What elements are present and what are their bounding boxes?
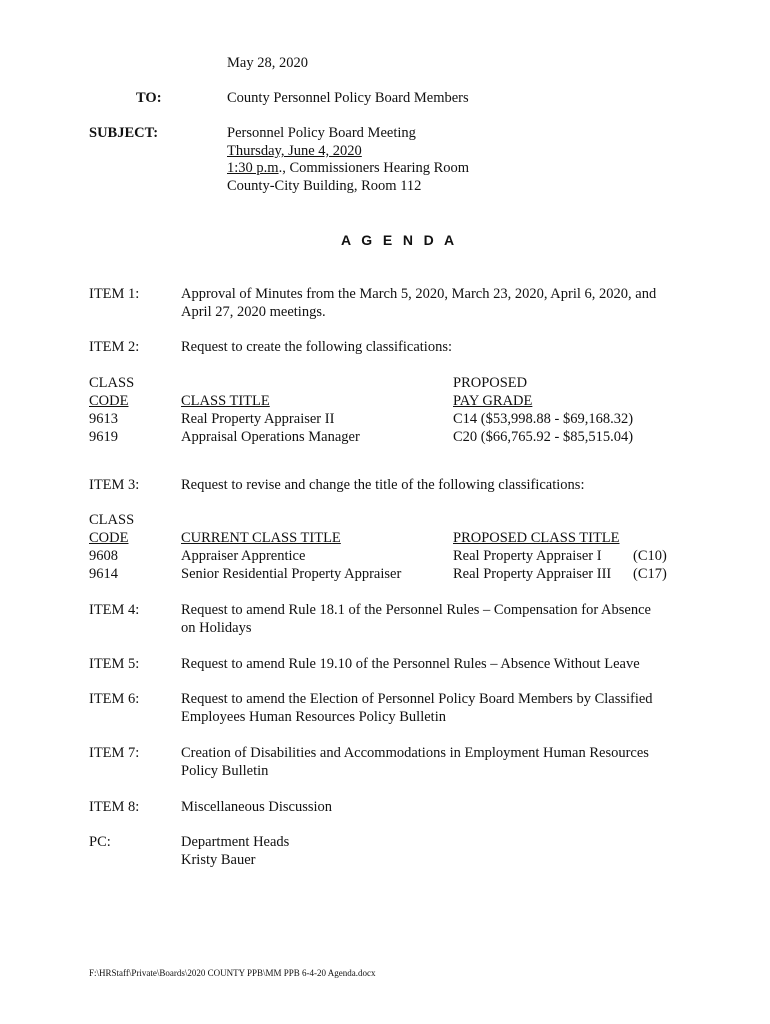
item-7-label: ITEM 7: xyxy=(89,745,140,761)
item-3-row-1-code: 9608 xyxy=(89,548,118,564)
item-1-text-line1: Approval of Minutes from the March 5, 2020, March 23, 2020, April 6, 2020, and xyxy=(181,286,657,302)
item-2-text: Request to create the following classifications: xyxy=(181,339,452,355)
item-3-row-1-grade: (C10) xyxy=(633,548,667,564)
item-2-row-1-code: 9613 xyxy=(89,411,118,427)
item-3-row-2-current: Senior Residential Property Appraiser xyxy=(181,566,402,582)
item-2-col-class-title: CLASS TITLE xyxy=(181,393,270,409)
to-label: TO: xyxy=(136,90,162,106)
item-6-text-line1: Request to amend the Election of Personnel Policy Board Members by Classified xyxy=(181,691,653,707)
item-5-label: ITEM 5: xyxy=(89,656,140,672)
item-2-row-2-code: 9619 xyxy=(89,429,118,445)
to-recipients: County Personnel Policy Board Members xyxy=(227,90,469,106)
subject-label: SUBJECT: xyxy=(89,125,159,141)
item-6-text-line2: Employees Human Resources Policy Bulletin xyxy=(181,709,446,725)
item-3-col-class: CLASS xyxy=(89,512,135,528)
footer-file-path: F:\HRStaff\Private\Boards\2020 COUNTY PPB\MM PPB 6-4-20 Agenda.docx xyxy=(89,968,376,978)
item-2-row-2-grade: C20 ($66,765.92 - $85,515.04) xyxy=(453,429,634,445)
pc-recipient-1: Department Heads xyxy=(181,834,290,850)
subject-meeting-time-location xyxy=(227,159,469,177)
item-3-col-current-title: CURRENT CLASS TITLE xyxy=(181,530,341,546)
item-5-text-line1: Request to amend Rule 19.10 of the Personnel Rules – Absence Without Leave xyxy=(181,656,640,672)
item-4-label: ITEM 4: xyxy=(89,602,140,618)
item-2-col-pay-grade: PAY GRADE xyxy=(453,393,533,409)
item-2-col-class: CLASS xyxy=(89,375,135,391)
item-3-row-2-code: 9614 xyxy=(89,566,118,582)
item-3-text: Request to revise and change the title of the following classifications: xyxy=(181,477,585,493)
item-3-row-1-proposed: Real Property Appraiser I xyxy=(453,548,602,564)
memo-date: May 28, 2020 xyxy=(227,55,308,71)
item-3-col-code: CODE xyxy=(89,530,129,546)
item-3-row-2-grade: (C17) xyxy=(633,566,667,582)
item-2-col-code: CODE xyxy=(89,393,129,409)
item-2-label: ITEM 2: xyxy=(89,339,140,355)
item-6-label: ITEM 6: xyxy=(89,691,140,707)
item-1-text-line2: April 27, 2020 meetings. xyxy=(181,304,326,320)
item-2-row-2-title: Appraisal Operations Manager xyxy=(181,429,360,445)
item-4-text-line2: on Holidays xyxy=(181,620,252,636)
item-2-col-proposed: PROPOSED xyxy=(453,375,528,391)
item-3-label: ITEM 3: xyxy=(89,477,140,493)
subject-meeting-room: ., Commissioners Hearing Room xyxy=(278,160,470,176)
item-8-text-line1: Miscellaneous Discussion xyxy=(181,799,333,815)
item-3-row-2-proposed: Real Property Appraiser III xyxy=(453,566,612,582)
item-3-col-proposed-title: PROPOSED CLASS TITLE xyxy=(453,530,620,546)
item-2-row-1-title: Real Property Appraiser II xyxy=(181,411,335,427)
subject-meeting-date: Thursday, June 4, 2020 xyxy=(227,143,362,159)
item-3-row-1-current: Appraiser Apprentice xyxy=(181,548,306,564)
subject-meeting-name: Personnel Policy Board Meeting xyxy=(227,125,416,141)
item-1-label: ITEM 1: xyxy=(89,286,140,302)
pc-label: PC: xyxy=(89,834,111,850)
item-7-text-line1: Creation of Disabilities and Accommodations in Employment Human Resources xyxy=(181,745,649,761)
subject-meeting-building: County-City Building, Room 112 xyxy=(227,178,422,194)
subject-meeting-time: 1:30 p.m xyxy=(227,160,279,176)
item-7-text-line2: Policy Bulletin xyxy=(181,763,269,779)
item-8-label: ITEM 8: xyxy=(89,799,140,815)
item-2-row-1-grade: C14 ($53,998.88 - $69,168.32) xyxy=(453,411,634,427)
item-4-text-line1: Request to amend Rule 18.1 of the Personnel Rules – Compensation for Absence xyxy=(181,602,651,618)
pc-recipient-2: Kristy Bauer xyxy=(181,852,256,868)
agenda-title: A G E N D A xyxy=(341,232,458,248)
